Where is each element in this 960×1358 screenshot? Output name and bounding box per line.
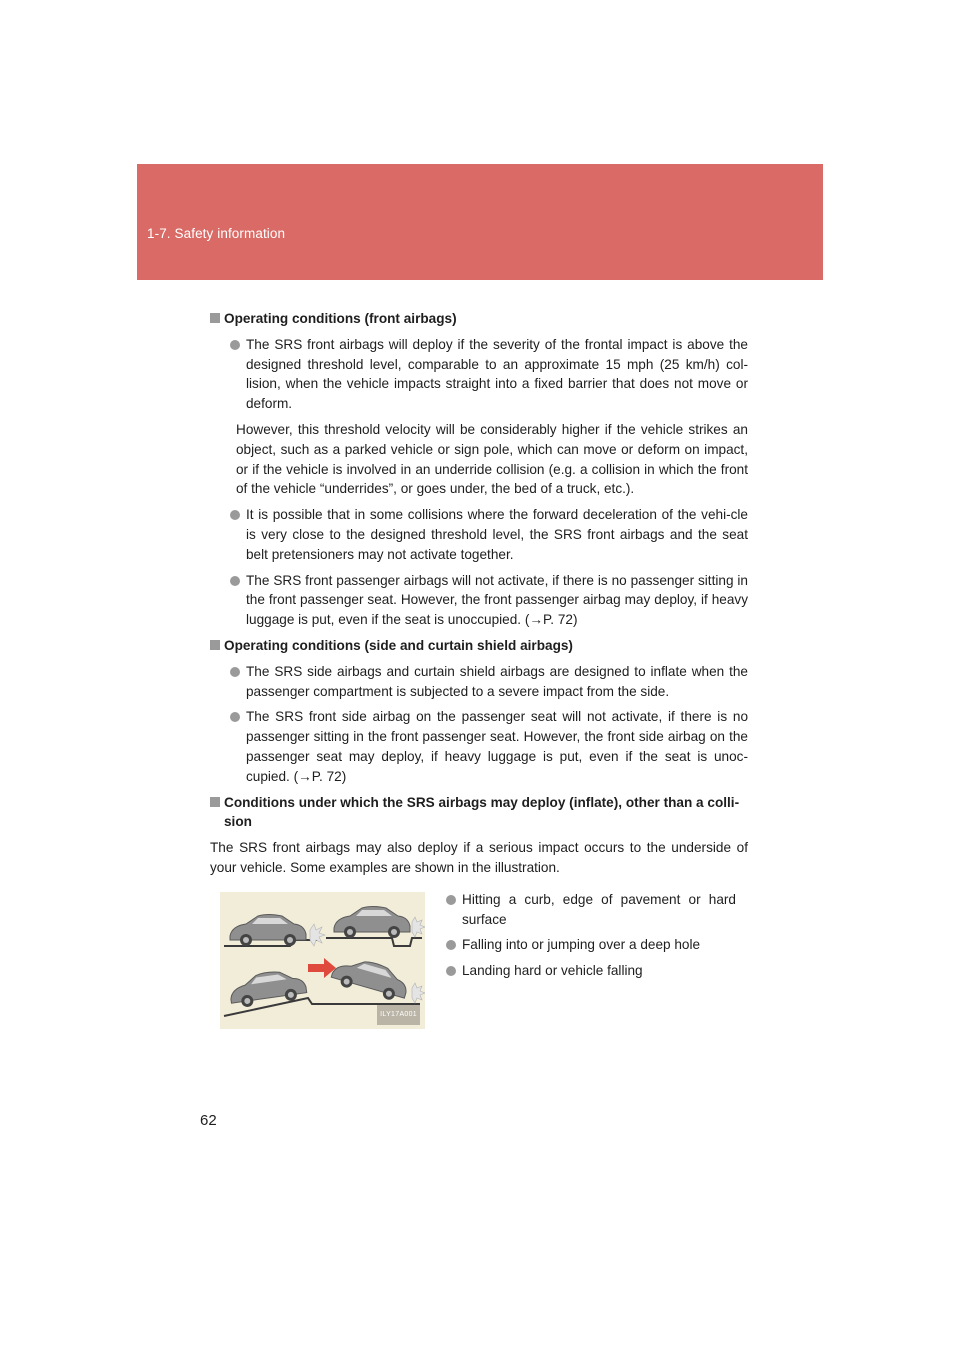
list-item: The SRS front airbags will deploy if the severity of the frontal impact is above the designed threshold level, comparable to an approximate 15 mph (25 km/h) col-lision, when the vehicle impacts straight into a fixed barrier that does not move or deform. xyxy=(220,335,748,414)
paragraph: The SRS front airbags may also deploy if a serious impact occurs to the underside of your vehicle. Some examples are shown in the illustration. xyxy=(210,840,748,875)
list-item: Hitting a curb, edge of pavement or hard surface xyxy=(436,890,736,930)
page-content xyxy=(210,309,748,1032)
section-heading-side-curtain-airbags: Operating conditions (side and curtain shield airbags) xyxy=(210,636,748,656)
section-heading-other-conditions: Conditions under which the SRS airbags may deploy (inflate), other than a colli-sion xyxy=(210,793,748,833)
section-heading-front-airbags: Operating conditions (front airbags) xyxy=(210,309,748,329)
round-bullet-icon xyxy=(446,966,456,976)
header-band xyxy=(137,164,823,280)
round-bullet-icon xyxy=(230,340,240,350)
round-bullet-icon xyxy=(446,940,456,950)
figure-row xyxy=(210,892,748,1032)
round-bullet-icon xyxy=(230,510,240,520)
figure-bullet-list xyxy=(436,890,736,987)
square-bullet-icon xyxy=(210,797,220,807)
section-label: 1-7. Safety information xyxy=(147,226,286,241)
square-bullet-icon xyxy=(210,640,220,650)
round-bullet-icon xyxy=(230,712,240,722)
list-item: Falling into or jumping over a deep hole xyxy=(436,935,736,955)
list-item: The SRS front side airbag on the passenger seat will not activate, if there is no passenger sitting in the front passenger seat. However, the front side airbag on the passenger seat may deploy, if heavy luggage is put, even if the seat is unoc-cupied. (→P. 72) xyxy=(220,707,748,786)
square-bullet-icon xyxy=(210,313,220,323)
figure-code: ILY17A001 xyxy=(377,1005,420,1025)
list-item: It is possible that in some collisions where the forward deceleration of the vehi-cle is very close to the designed threshold level, the SRS front airbags and the seat belt pretensioners may not activate together. xyxy=(220,505,748,564)
list-item: The SRS side airbags and curtain shield airbags are designed to inflate when the passenger compartment is subjected to a severe impact from the side. xyxy=(220,662,748,702)
list-item: Landing hard or vehicle falling xyxy=(436,961,736,981)
round-bullet-icon xyxy=(446,895,456,905)
round-bullet-icon xyxy=(230,667,240,677)
car-impact-illustration xyxy=(220,892,425,1029)
round-bullet-icon xyxy=(230,576,240,586)
paragraph: However, this threshold velocity will be considerably higher if the vehicle strikes an object, such as a parked vehicle or sign pole, which can move or deform on impact, or if the vehicle is involved in an underride collision (e.g. a collision in which the front of the vehicle “underrides”, or goes under, the bed of a truck, etc.). xyxy=(236,421,748,497)
page-number: 62 xyxy=(200,1112,217,1129)
list-item: The SRS front passenger airbags will not activate, if there is no passenger sitting in the front passenger seat. However, the front passenger airbag may deploy, if heavy luggage is put, even if the seat is unoccupied. (→P. 72) xyxy=(220,571,748,630)
